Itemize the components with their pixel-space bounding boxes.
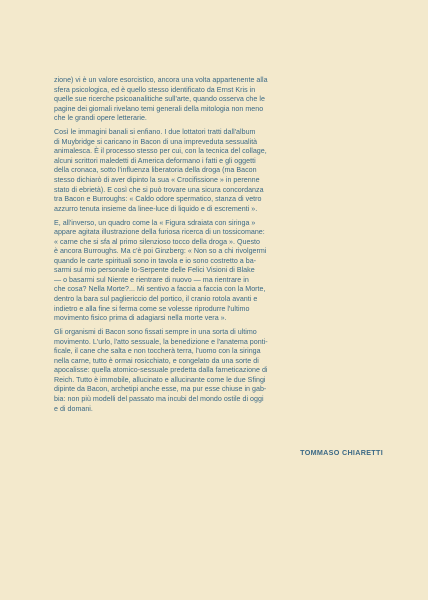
text-line: quelle sue ricerche psicoanalitiche sull'arte, quando osserva che le <box>54 95 265 104</box>
text-line: sfera psicologica, ed è quello stesso identificato da Ernst Kris in <box>54 85 256 94</box>
text-line: è ancora Burroughs. Ma c'è poi Ginzberg: « Non so a chi rivolgermi <box>54 247 267 256</box>
text-line: Così le immagini banali si enfiano. I due lottatori tratti dall'album <box>54 128 256 137</box>
text-line: ficale, il cane che salta e non toccherà terra, l'uomo con la siringa <box>54 347 261 356</box>
text-line: di Muybridge si caricano in Bacon di una impreveduta sessualità <box>54 137 258 146</box>
text-line: pagine dei giornali rivelano temi generali della mitologia non meno <box>54 104 264 113</box>
text-line: nella carne, tutto è ormai rosicchiato, e congelato da una sorte di <box>54 356 259 365</box>
text-line: apocalisse: quella atomico-sessuale predetta dalla farneticazione di <box>54 366 268 375</box>
text-line: appare agitata illustrazione della furiosa ricerca di un tossicomane: <box>54 228 265 237</box>
text-line: Reich. Tutto è immobile, allucinato e allucinante come le due Sfingi <box>54 375 266 384</box>
text-line: alcuni scrittori maledetti di America deformano i fatti e gli oggetti <box>54 156 256 165</box>
text-line: stato di ebrietà). E così che si può trovare una sicura concordanza <box>54 185 264 194</box>
text-line: e di domani. <box>54 404 93 413</box>
paragraph-2 <box>54 128 384 214</box>
text-line: animalesca. È il processo stesso per cui, con la tecnica del collage, <box>54 147 267 156</box>
text-line: dipinte da Bacon, archetipi anche esse, ma pur esse chiuse in gab- <box>54 385 267 394</box>
author-signature: TOMMASO CHIARETTI <box>300 448 383 457</box>
paragraph-1 <box>54 76 384 124</box>
text-line: Gli organismi di Bacon sono fissati sempre in una sorta di ultimo <box>54 328 257 337</box>
text-line: dentro la bara sul pagliericcio del portico, il cranio rotola avanti e <box>54 295 258 304</box>
text-line: — o basarmi sul Niente e rientrare di nuovo — ma rientrare in <box>54 275 249 284</box>
text-line: che cosa? Nella Morte?... Mi sentivo a faccia a faccia con la Morte, <box>54 285 266 294</box>
text-line: movimento fisico prima di adagiarsi nella morte vera ». <box>54 314 227 323</box>
paragraph-4 <box>54 328 384 414</box>
article-text <box>54 76 384 419</box>
text-line: sarmi sul mio personale Io-Serpente delle Felici Visioni di Blake <box>54 266 255 275</box>
text-line: « carne che si sfa al primo silenzioso tocco della droga ». Questo <box>54 237 260 246</box>
text-line: stesso dichiarò di aver dipinto la sua « Crocifissione » in perenne <box>54 175 260 184</box>
text-line: quando le carte spirituali sono in tavola e io sono costretto a ba- <box>54 256 257 265</box>
text-line: azzurro tenuta insieme da linee-luce di liquido e di escrementi ». <box>54 204 258 213</box>
text-line: movimento. L'urlo, l'atto sessuale, la benedizione e l'anatema ponti- <box>54 337 268 346</box>
text-line: E, all'inverso, un quadro come la « Figura sdraiata con siringa » <box>54 218 256 227</box>
text-line: tra Bacon e Burroughs: « Caldo odore spermatico, stanza di vetro <box>54 195 262 204</box>
text-line: che le grandi opere letterarie. <box>54 114 147 123</box>
text-line: bia: non più modelli del passato ma incubi del mondo ostile di oggi <box>54 395 264 403</box>
text-line: zione) vi è un valore esorcistico, ancora una volta appartenente alla <box>54 76 268 84</box>
paragraph-3 <box>54 219 384 324</box>
text-line: della cronaca, sotto l'influenza liberatoria della droga (ma Bacon <box>54 166 257 175</box>
text-line: indietro e alla fine si ferma come se volesse riprodurre l'ultimo <box>54 304 250 313</box>
